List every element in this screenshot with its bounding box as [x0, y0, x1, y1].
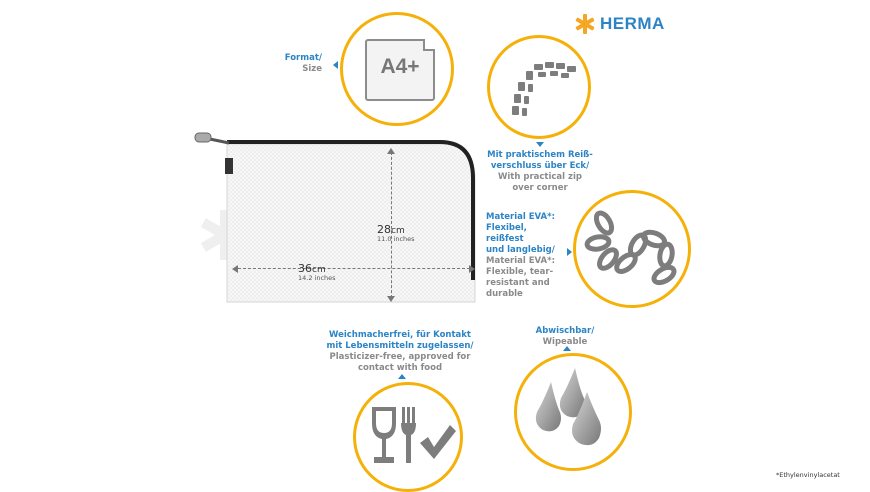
height-inches: 11.0 inches [377, 235, 415, 243]
food-label-en-2: contact with food [357, 363, 443, 373]
width-unit: cm [312, 265, 326, 275]
height-measure [377, 218, 447, 243]
material-label-en-2: Flexible, tear- [486, 267, 554, 277]
wipe-label-en: Wipeable [542, 337, 588, 347]
herma-logo [574, 12, 674, 36]
format-label-en: Size [302, 64, 322, 74]
width-inches: 14.2 inches [298, 274, 336, 282]
food-pointer [398, 374, 406, 379]
material-pointer [567, 248, 572, 256]
zip-circle [487, 35, 591, 139]
food-circle [353, 382, 463, 492]
format-circle [340, 12, 454, 126]
format-label-de: Format/ [284, 53, 322, 63]
zip-label-en-1: With practical zip [498, 172, 582, 182]
zip-label-de-2: verschluss über Eck/ [490, 161, 590, 171]
format-size-label: A4+ [380, 55, 420, 78]
wipe-label-de: Abwischbar/ [535, 326, 595, 336]
width-cm: 36 [298, 262, 312, 275]
format-label [282, 53, 322, 75]
material-label [486, 212, 566, 300]
brand-name: HERMA [600, 14, 665, 33]
material-circle [573, 190, 691, 308]
chain-icon [576, 193, 688, 305]
wipe-label [520, 326, 610, 348]
glass-fork-check-icon [356, 385, 460, 489]
food-label-de-1: Weichmacherfrei, für Kontakt [329, 330, 471, 340]
material-label-de-2: Flexibel, reißfest [486, 223, 527, 244]
food-label-de-2: mit Lebensmitteln zugelassen/ [326, 341, 474, 351]
zip-label [475, 150, 605, 194]
zip-pointer [536, 142, 544, 147]
wipe-circle [514, 353, 632, 471]
drops-icon [517, 356, 629, 468]
herma-star-icon [574, 13, 596, 35]
format-pointer [333, 61, 338, 69]
height-arrow-top [387, 148, 395, 154]
zip-label-en-2: over corner [512, 183, 568, 193]
food-label-en-1: Plasticizer-free, approved for [329, 352, 471, 362]
wipe-pointer [563, 346, 571, 351]
material-label-en-4: durable [486, 289, 523, 299]
footnote: *Ethylenvinylacetat [776, 471, 840, 479]
zip-icon [490, 38, 588, 136]
width-arrow-right [469, 265, 475, 273]
material-label-en-3: resistant and [486, 278, 550, 288]
height-unit: cm [391, 226, 405, 236]
width-arrow-left [232, 265, 238, 273]
a4-sheet-icon [365, 39, 435, 101]
zip-label-de-1: Mit praktischem Reiß- [487, 150, 593, 160]
material-label-de-3: und langlebig/ [486, 245, 555, 255]
width-measure [298, 257, 368, 282]
food-label [320, 330, 480, 374]
height-arrow-bottom [387, 296, 395, 302]
material-label-de-1: Material EVA*: [486, 212, 555, 222]
material-label-en-1: Material EVA*: [486, 256, 555, 266]
height-cm: 28 [377, 223, 391, 236]
